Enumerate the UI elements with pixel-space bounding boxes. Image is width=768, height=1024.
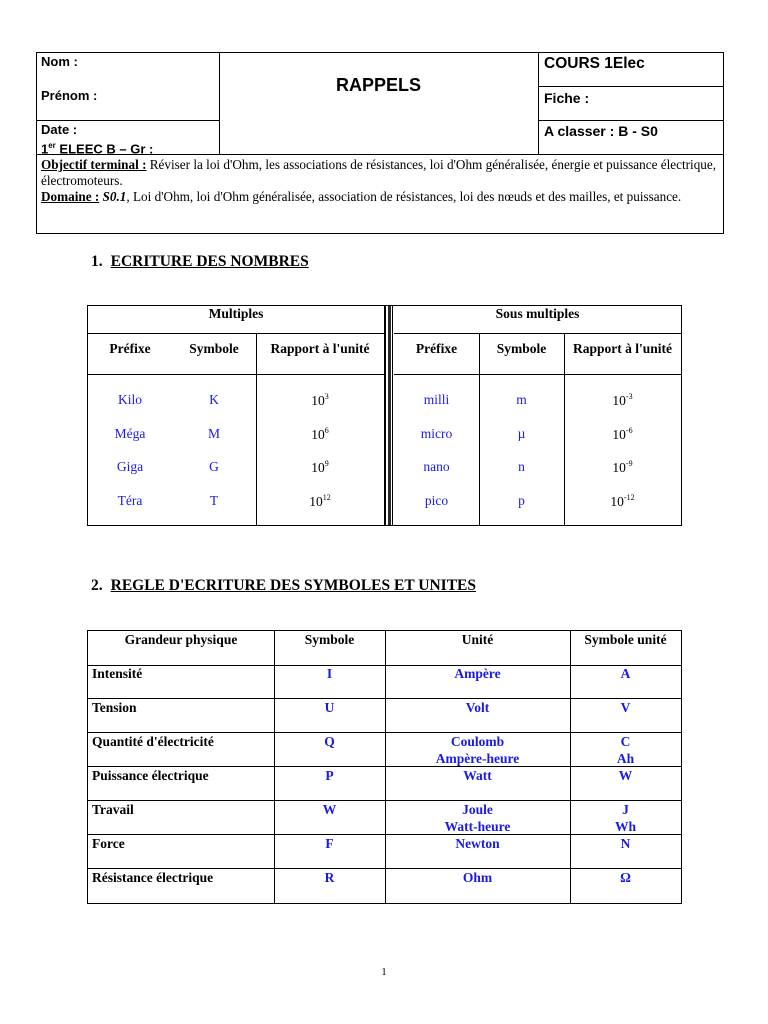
divider [88, 333, 384, 334]
fiche-label: Fiche : [544, 90, 590, 106]
header-prefixe: Préfixe [415, 341, 458, 356]
prefix-cell: micro [420, 426, 453, 441]
page-number: 1 [381, 966, 387, 978]
prenom-label: Prénom : [41, 88, 98, 103]
a-classer-label: A classer : B - S0 [544, 123, 658, 139]
divider [88, 868, 681, 869]
section-2-heading: 2. REGLE D'ECRITURE DES SYMBOLES ET UNITES [91, 577, 476, 594]
symbole-cell: Q [324, 734, 335, 749]
symbole-unite-cell: V [620, 700, 631, 715]
divider [538, 86, 723, 87]
ratio-cell: $10^{-12}$ [610, 493, 635, 509]
prefix-cell: milli [423, 392, 450, 407]
grandeur-cell: Résistance électrique [92, 870, 214, 885]
cours-label: COURS 1Elec [544, 55, 645, 72]
prefix-cell: Méga [114, 426, 146, 441]
domaine-code: S0.1 [102, 189, 127, 204]
header-symbole: Symbole [189, 341, 239, 356]
prefix-cell: nano [423, 459, 450, 474]
header-rapport: Rapport à l'unité [270, 341, 370, 356]
divider [394, 374, 681, 375]
class-label: 1er ELEEC B – Gr : [41, 141, 154, 157]
header-unite: Unité [461, 632, 494, 647]
header-symbole: Symbole [304, 632, 355, 647]
page-title: RAPPELS [335, 75, 422, 95]
symbole-cell: U [324, 700, 335, 715]
symbol-cell: K [209, 392, 219, 407]
objectif-label: Objectif terminal : [41, 157, 147, 172]
center-separator [384, 306, 394, 525]
unite-cell: Newton [455, 836, 500, 851]
prefix-cell: Kilo [117, 392, 142, 407]
unite-cell: Joule Watt-heure [444, 802, 511, 834]
divider [88, 800, 681, 801]
header-rapport: Rapport à l'unité [572, 341, 672, 356]
unite-cell: Watt [463, 768, 492, 783]
units-table [87, 630, 682, 904]
header-prefixe: Préfixe [109, 341, 151, 356]
divider [88, 732, 681, 733]
symbol-cell: n [518, 459, 525, 474]
prefix-cell: Téra [117, 493, 143, 508]
date-label: Date : [41, 122, 78, 137]
grandeur-cell: Puissance électrique [92, 768, 209, 783]
symbol-cell: p [518, 493, 525, 508]
symbol-cell: µ [517, 426, 526, 441]
group-multiples: Multiples [208, 306, 264, 321]
divider [37, 120, 219, 121]
header-symbole: Symbole [496, 341, 547, 356]
ratio-cell: $10^{-3}$ [612, 392, 633, 408]
group-sous-multiples: Sous multiples [495, 306, 580, 321]
objectif-paragraph [41, 157, 717, 205]
domaine-text: , Loi d'Ohm, loi d'Ohm généralisée, association de résistances, loi des nœuds et des mailles, et puissance. [126, 189, 682, 204]
prefix-cell: Giga [116, 459, 144, 474]
grandeur-cell: Tension [92, 700, 137, 715]
grandeur-cell: Force [92, 836, 125, 851]
domaine-label: Domaine : [41, 189, 100, 204]
ratio-cell: $10^3$ [311, 392, 329, 408]
symbol-cell: G [209, 459, 219, 474]
symbol-cell: m [516, 392, 527, 407]
unite-cell: Volt [465, 700, 490, 715]
divider [88, 374, 384, 375]
ratio-cell: $10^9$ [311, 459, 329, 475]
section-1-heading: 1. ECRITURE DES NOMBRES [91, 253, 309, 270]
symbole-unite-cell: W [618, 768, 633, 783]
symbole-unite-cell: Ω [620, 870, 631, 885]
symbole-cell: I [326, 666, 333, 681]
symbol-cell: T [209, 493, 219, 508]
divider [538, 120, 723, 121]
prefix-cell: pico [424, 493, 449, 508]
divider [394, 333, 681, 334]
symbol-cell: M [207, 426, 220, 441]
ratio-cell: $10^{-9}$ [612, 459, 633, 475]
header-symbole-unite: Symbole unité [584, 632, 667, 647]
ratio-cell: $10^6$ [311, 426, 329, 442]
symbole-cell: R [324, 870, 335, 885]
divider [88, 698, 681, 699]
nom-label: Nom : [41, 54, 78, 69]
divider [219, 53, 220, 155]
ratio-cell: $10^{12}$ [309, 493, 331, 509]
symbole-cell: P [325, 768, 334, 783]
unite-cell: Ampère [454, 666, 501, 681]
grandeur-cell: Quantité d'électricité [92, 734, 214, 749]
symbole-unite-cell: A [620, 666, 631, 681]
symbole-cell: F [325, 836, 334, 851]
symbole-cell: W [322, 802, 337, 817]
prefix-table [87, 305, 682, 526]
header-grandeur: Grandeur physique [124, 632, 238, 647]
grandeur-cell: Travail [92, 802, 134, 817]
unite-cell: Coulomb Ampère-heure [435, 734, 520, 766]
objectif-text: Réviser la loi d'Ohm, les associations de résistances, loi d'Ohm généralisée, énergie et puissance électrique, électromoteurs. [41, 157, 717, 188]
ratio-cell: $10^{-6}$ [612, 426, 633, 442]
unite-cell: Ohm [462, 870, 493, 885]
header-box [36, 52, 724, 234]
symbole-unite-cell: C Ah [616, 734, 635, 766]
grandeur-cell: Intensité [92, 666, 143, 681]
symbole-unite-cell: N [620, 836, 631, 851]
symbole-unite-cell: J Wh [614, 802, 636, 834]
divider [538, 53, 539, 155]
